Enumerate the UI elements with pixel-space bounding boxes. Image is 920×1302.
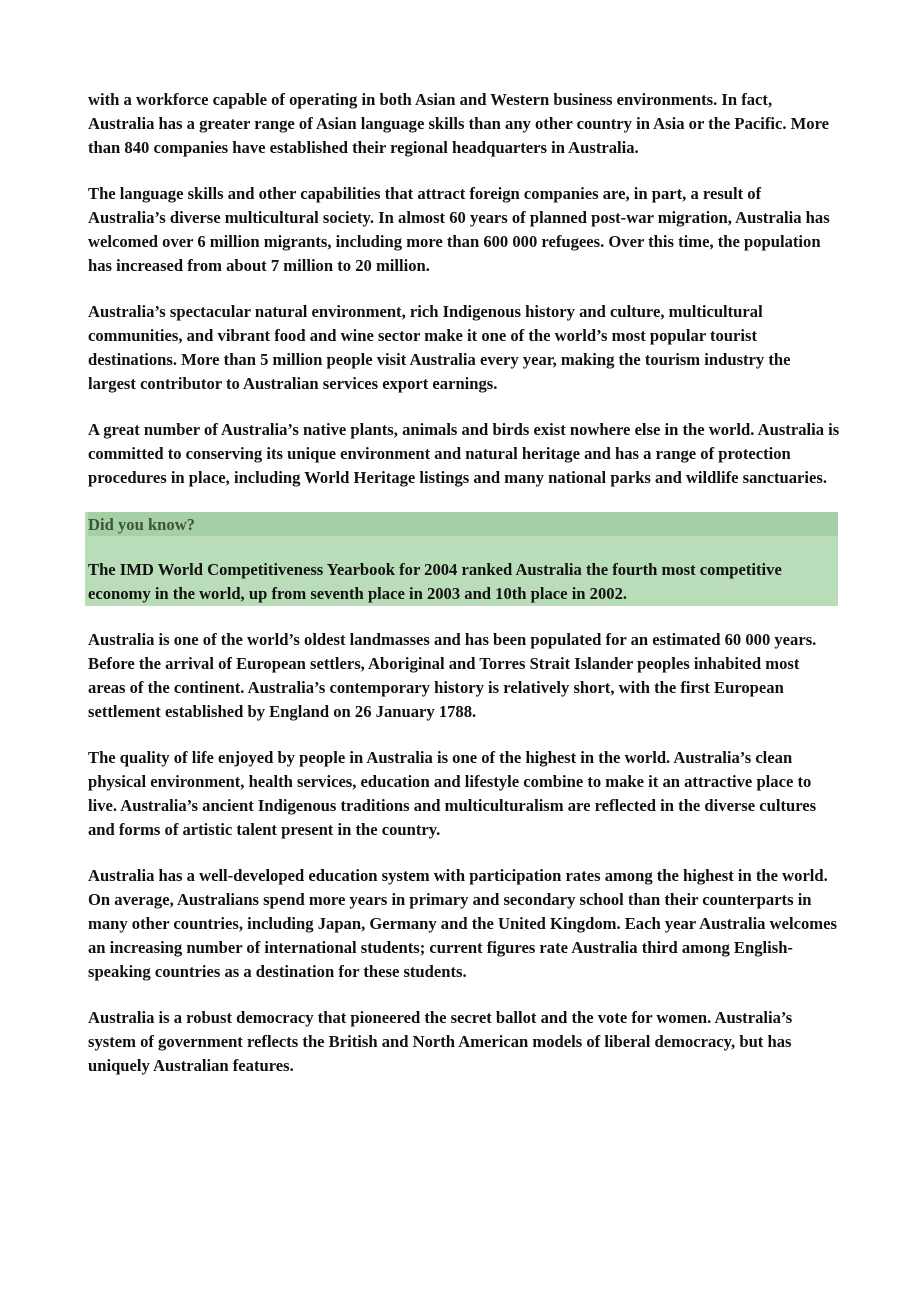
paragraph-multicultural: The language skills and other capabilities that attract foreign companies are, in part, a result of Australia’s diverse multicultural society. In almost 60 years of planned post-war migration, Australia has welcomed over 6 million migrants, including more than 600 000 refugees. Over this time, the population has increased from about 7 million to 20 million.	[88, 184, 830, 275]
paragraph-history: Australia is one of the world’s oldest landmasses and has been populated for an estimated 60 000 years. Before the arrival of European settlers, Aboriginal and Torres Strait Islander peoples inhabited most areas of the continent. Australia’s contemporary history is relatively short, with the first European settlement established by England on 26 January 1788.	[88, 630, 817, 721]
paragraph-tourism: Australia’s spectacular natural environment, rich Indigenous history and culture, multicultural communities, and vibrant food and wine sector make it one of the world’s most popular tourist destinations. More than 5 million people visit Australia every year, making the tourism industry the largest contributor to Australian services export earnings.	[88, 302, 791, 393]
paragraph-environment: A great number of Australia’s native plants, animals and birds exist nowhere else in the world. Australia is committed to conserving its unique environment and natural heritage and has a range of protection procedures in place, including World Heritage listings and many national parks and wildlife sanctuaries.	[88, 420, 840, 487]
did-you-know-callout	[85, 512, 838, 606]
paragraph-democracy: Australia is a robust democracy that pioneered the secret ballot and the vote for women. Australia’s system of government reflects the British and North American models of liberal democracy, but has uniquely Australian features.	[88, 1008, 793, 1075]
callout-title: Did you know?	[88, 512, 838, 536]
document-page	[88, 88, 840, 1100]
paragraph-education: Australia has a well-developed education system with participation rates among the highest in the world. On average, Australians spend more years in primary and secondary school than their counterparts in many other countries, including Japan, Germany and the United Kingdom. Each year Australia welcomes an increasing number of international students; current figures rate Australia third among English-speaking countries as a destination for these students.	[88, 866, 837, 981]
callout-body: The IMD World Competitiveness Yearbook for 2004 ranked Australia the fourth most competitive economy in the world, up from seventh place in 2003 and 10th place in 2002.	[88, 560, 782, 603]
paragraph-quality-of-life: The quality of life enjoyed by people in Australia is one of the highest in the world. Australia’s clean physical environment, health services, education and lifestyle combine to make it an attractive place to live. Australia’s ancient Indigenous traditions and multiculturalism are reflected in the diverse cultures and forms of artistic talent present in the country.	[88, 748, 817, 839]
paragraph-workforce: with a workforce capable of operating in both Asian and Western business environments. In fact, Australia has a greater range of Asian language skills than any other country in Asia or the Pacific. More than 840 companies have established their regional headquarters in Australia.	[88, 90, 830, 157]
